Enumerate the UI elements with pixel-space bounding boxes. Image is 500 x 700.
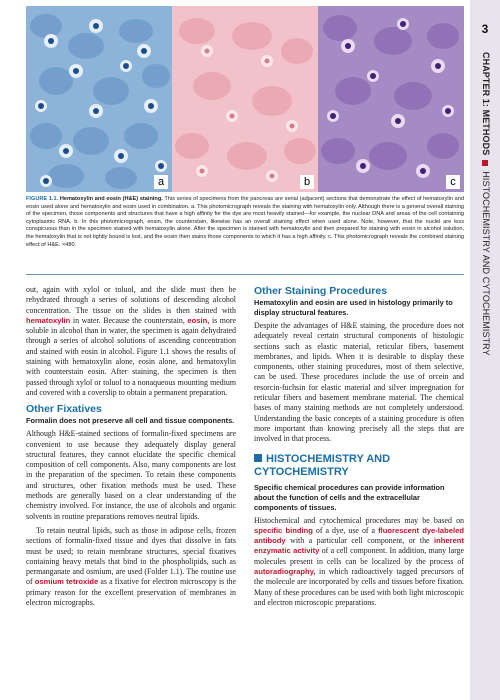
left-paragraph-1: out, again with xylol or toluol, and the slide must then be rehydrated through a series of solutions of descending alcohol concentration. The tissue on the slides is then stained with hematoxylin in water. Because the counterstain, eosin, is more soluble in alcohol than in water, the specimen is again dehydrated through a series of alcohol solutions of ascending concentration and stained with eosin in alcohol. Figure 1.1 shows the results of staining with hematoxylin alone, eosin alone, and hematoxylin with counterstain eosin. After staining, the specimen is then passed through xylol or toluol to a nonaqueous mounting medium and covered with a coverslip to obtain a permanent preparation. [26, 285, 236, 397]
panel-letter-a: a [154, 175, 168, 189]
micrograph-panel-c [318, 6, 464, 192]
panel-letter-c: c [446, 175, 460, 189]
figure-image-row [26, 6, 464, 192]
micrograph-c-image [318, 6, 464, 192]
term-fluorescent-antibody: fluorescent dye-labeled antibody [254, 525, 464, 546]
figure-title: Hematoxylin and eosin (H&E) staining. [59, 196, 163, 202]
figure-caption [26, 196, 464, 249]
right-paragraph-2: Histochemical and cytochemical procedures may be based on specific binding of a dye, use of a fluorescent dye-labeled antibody with a particular cell component, or the inherent enzymatic activity of a cell component. In addition, many large molecules present in cells can be localized by the process of autoradiography, in which radioactively tagged precursors of the molecule are incorporated by cells and tissues before fixation. Many of these procedures can be used with both light microscopic and electron microscopic preparations. [254, 515, 464, 607]
micrograph-a-image [26, 6, 172, 192]
term-eosin: eosin, [187, 315, 210, 325]
term-enzymatic-activity: inherent enzymatic activity [254, 536, 464, 556]
term-hematoxylin: hematoxylin [26, 315, 71, 325]
running-side-header [481, 52, 491, 356]
blue-square-icon [254, 454, 262, 462]
term-specific-binding: specific binding [254, 525, 313, 535]
panel-letter-b: b [300, 175, 314, 189]
figure-label: FIGURE 1.1. [26, 196, 59, 202]
micrograph-panel-a [26, 6, 172, 192]
left-column [26, 285, 236, 608]
lead-histochemistry: Specific chemical procedures can provide information about the function of cells and the extracellular components of tissues. [254, 482, 445, 512]
heading-other-staining: Other Staining Procedures [254, 285, 388, 297]
figure-caption-text: This series of specimens from the pancreas are serial (adjacent) sections that demonstrate the effect of hematoxylin and eosin used alone and hematoxylin and eosin used in combination. a. This photomicrograph reveals the staining with hematoxylin only. Although there is a general overall staining of the specimen, those components and structures that have a high affinity for the dye are most heavily stained—for example, the nuclear DNA and areas of the cell containing cytoplasmic RNA. b. In this photomicrograph, eosin, the counterstain, likewise has an overall staining effect when used alone. Note, however, that the nuclei are less conspicuous than in the specimen stained with hematoxylin alone. After the specimen is stained with hematoxylin and then prepared for staining with eosin in alcohol solution, the hematoxylin that is not tightly bound is lost, and the eosin then stains those components to which it has a high affinity. c. This photomicrograph reveals the combined staining effect of H&E. ×480. [26, 196, 464, 248]
micrograph-b-image [172, 6, 318, 192]
lead-other-staining: Hematoxylin and eosin are used in histology primarily to display structural features. [254, 298, 453, 317]
lead-other-fixatives: Formalin does not preserve all cell and tissue components. [26, 416, 235, 426]
red-square-icon [482, 160, 488, 166]
side-topic-label: HISTOCHEMISTRY AND CYTOCHEMISTRY [481, 171, 491, 356]
caption-divider [26, 274, 464, 275]
heading-other-fixatives: Other Fixatives [26, 403, 102, 416]
right-column [254, 285, 464, 608]
left-paragraph-3: To retain neutral lipids, such as those in adipose cells, frozen sections of formalin-fixed tissue and dyes that dissolve in fats must be used; to retain membrane structures, special fixatives containing heavy metals that bind to the phospholipids, such as permanganate and osmium, are used (Folder 1.1). The routine use of osmium tetroxide as a fixative for electron microscopy is the primary reason for the excellent preservation of membranes in electron micrographs. [26, 525, 237, 608]
page-number: 3 [481, 22, 489, 36]
heading-histochemistry: HISTOCHEMISTRY AND CYTOCHEMISTRY [254, 452, 391, 478]
side-chapter-label: CHAPTER 1: METHODS [481, 52, 491, 156]
term-autoradiography: autoradiography, [254, 567, 316, 577]
micrograph-panel-b [172, 6, 318, 192]
right-paragraph-1: Despite the advantages of H&E staining, the procedure does not adequately reveal certain structural components of histologic sections such as elastic material, reticular fibers, basement membranes, and lipids. When it is desirable to display these components, other staining procedures, most of them selective, can be used. These procedures include the use of orcein and resorcin-fuchsin for elastic material and silver impregnation for reticular fibers and basement membrane material. The chemical bases of many staining methods are not completely understood. Understanding the basic concepts of a staining procedure is often more important than knowing precisely all the steps that are involved in that process. [254, 321, 464, 444]
left-paragraph-2: Although H&E-stained sections of formalin-fixed specimens are convenient to use because they adequately display general structural features, they cannot elucidate the specific chemical composition of cell components. Also, many components are lost in the preparation of the specimen. To retain these components and structures, other fixation methods must be used. These methods are generally based on a clear understanding of the chemistry involved. For instance, the use of alcohols and organic solvents in routine preparations removes neutral lipids. [26, 429, 236, 521]
term-osmium-tetroxide: osmium tetroxide [34, 577, 99, 587]
